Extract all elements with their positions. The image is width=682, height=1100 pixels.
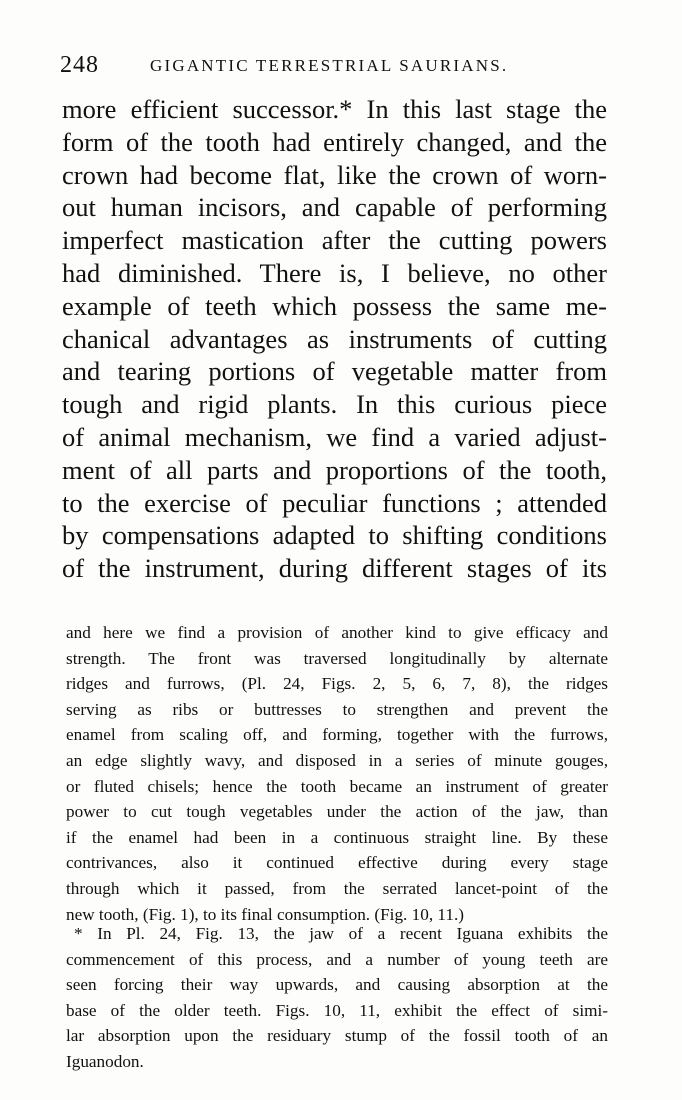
body-line: by compensations adapted to shifting conditions bbox=[62, 520, 607, 551]
page-header bbox=[60, 52, 620, 82]
running-head: GIGANTIC TERRESTRIAL SAURIANS. bbox=[150, 56, 509, 75]
body-line: more efficient successor.* In this last stage the bbox=[62, 94, 607, 124]
body-line: of animal mechanism, we find a varied adjust- bbox=[62, 421, 607, 452]
footnote-line: seen forcing their way upwards, and causing absorption at the bbox=[66, 975, 608, 995]
body-line: form of the tooth had entirely changed, and the bbox=[62, 126, 607, 157]
body-line: imperfect mastication after the cutting powers bbox=[62, 225, 607, 256]
note-line: through which it passed, from the serrated lancet-point of the bbox=[66, 878, 608, 898]
body-line: chanical advantages as instruments of cutting bbox=[62, 323, 607, 354]
body-line: had diminished. There is, I believe, no other bbox=[62, 257, 607, 288]
footnote-line: base of the older teeth. Figs. 10, 11, exhibit the effect of simi- bbox=[66, 1000, 608, 1020]
note-line: and here we find a provision of another kind to give efficacy and bbox=[66, 623, 608, 642]
note-line: enamel from scaling off, and forming, together with the furrows, bbox=[66, 725, 608, 745]
note-line: contrivances, also it continued effective during every stage bbox=[66, 853, 608, 873]
footnote-line: * In Pl. 24, Fig. 13, the jaw of a recent Iguana exhibits the bbox=[74, 924, 608, 943]
note-line: power to cut tough vegetables under the action of the jaw, than bbox=[66, 802, 608, 822]
note-line: strength. The front was traversed longitudinally by alternate bbox=[66, 648, 608, 668]
continued-footnote bbox=[66, 620, 608, 927]
footnote-line: Iguanodon. bbox=[66, 1051, 144, 1071]
note-line: new tooth, (Fig. 1), to its final consumption. (Fig. 10, 11.) bbox=[66, 904, 464, 924]
body-line: out human incisors, and capable of performing bbox=[62, 192, 607, 223]
body-line: to the exercise of peculiar functions ; attended bbox=[62, 487, 607, 518]
page-number: 248 bbox=[60, 52, 99, 78]
body-line: crown had become flat, like the crown of worn- bbox=[62, 159, 607, 190]
note-line: if the enamel had been in a continuous straight line. By these bbox=[66, 827, 608, 847]
note-line: an edge slightly wavy, and disposed in a series of minute gouges, bbox=[66, 750, 608, 770]
footnote-line: commencement of this process, and a number of young teeth are bbox=[66, 949, 608, 969]
note-line: serving as ribs or buttresses to strengthen and prevent the bbox=[66, 699, 608, 719]
body-line: and tearing portions of vegetable matter from bbox=[62, 356, 607, 387]
body-line: ment of all parts and proportions of the tooth, bbox=[62, 454, 607, 485]
footnote-line: lar absorption upon the residuary stump of the fossil tooth of an bbox=[66, 1026, 608, 1046]
main-body-text bbox=[62, 93, 607, 585]
note-line: ridges and furrows, (Pl. 24, Figs. 2, 5, 6, 7, 8), the ridges bbox=[66, 674, 608, 694]
body-line: example of teeth which possess the same me- bbox=[62, 290, 607, 321]
body-line: tough and rigid plants. In this curious piece bbox=[62, 389, 607, 420]
footnote bbox=[66, 921, 608, 1075]
note-line: or fluted chisels; hence the tooth became an instrument of greater bbox=[66, 776, 608, 796]
body-line: of the instrument, during different stages of its bbox=[62, 553, 607, 584]
